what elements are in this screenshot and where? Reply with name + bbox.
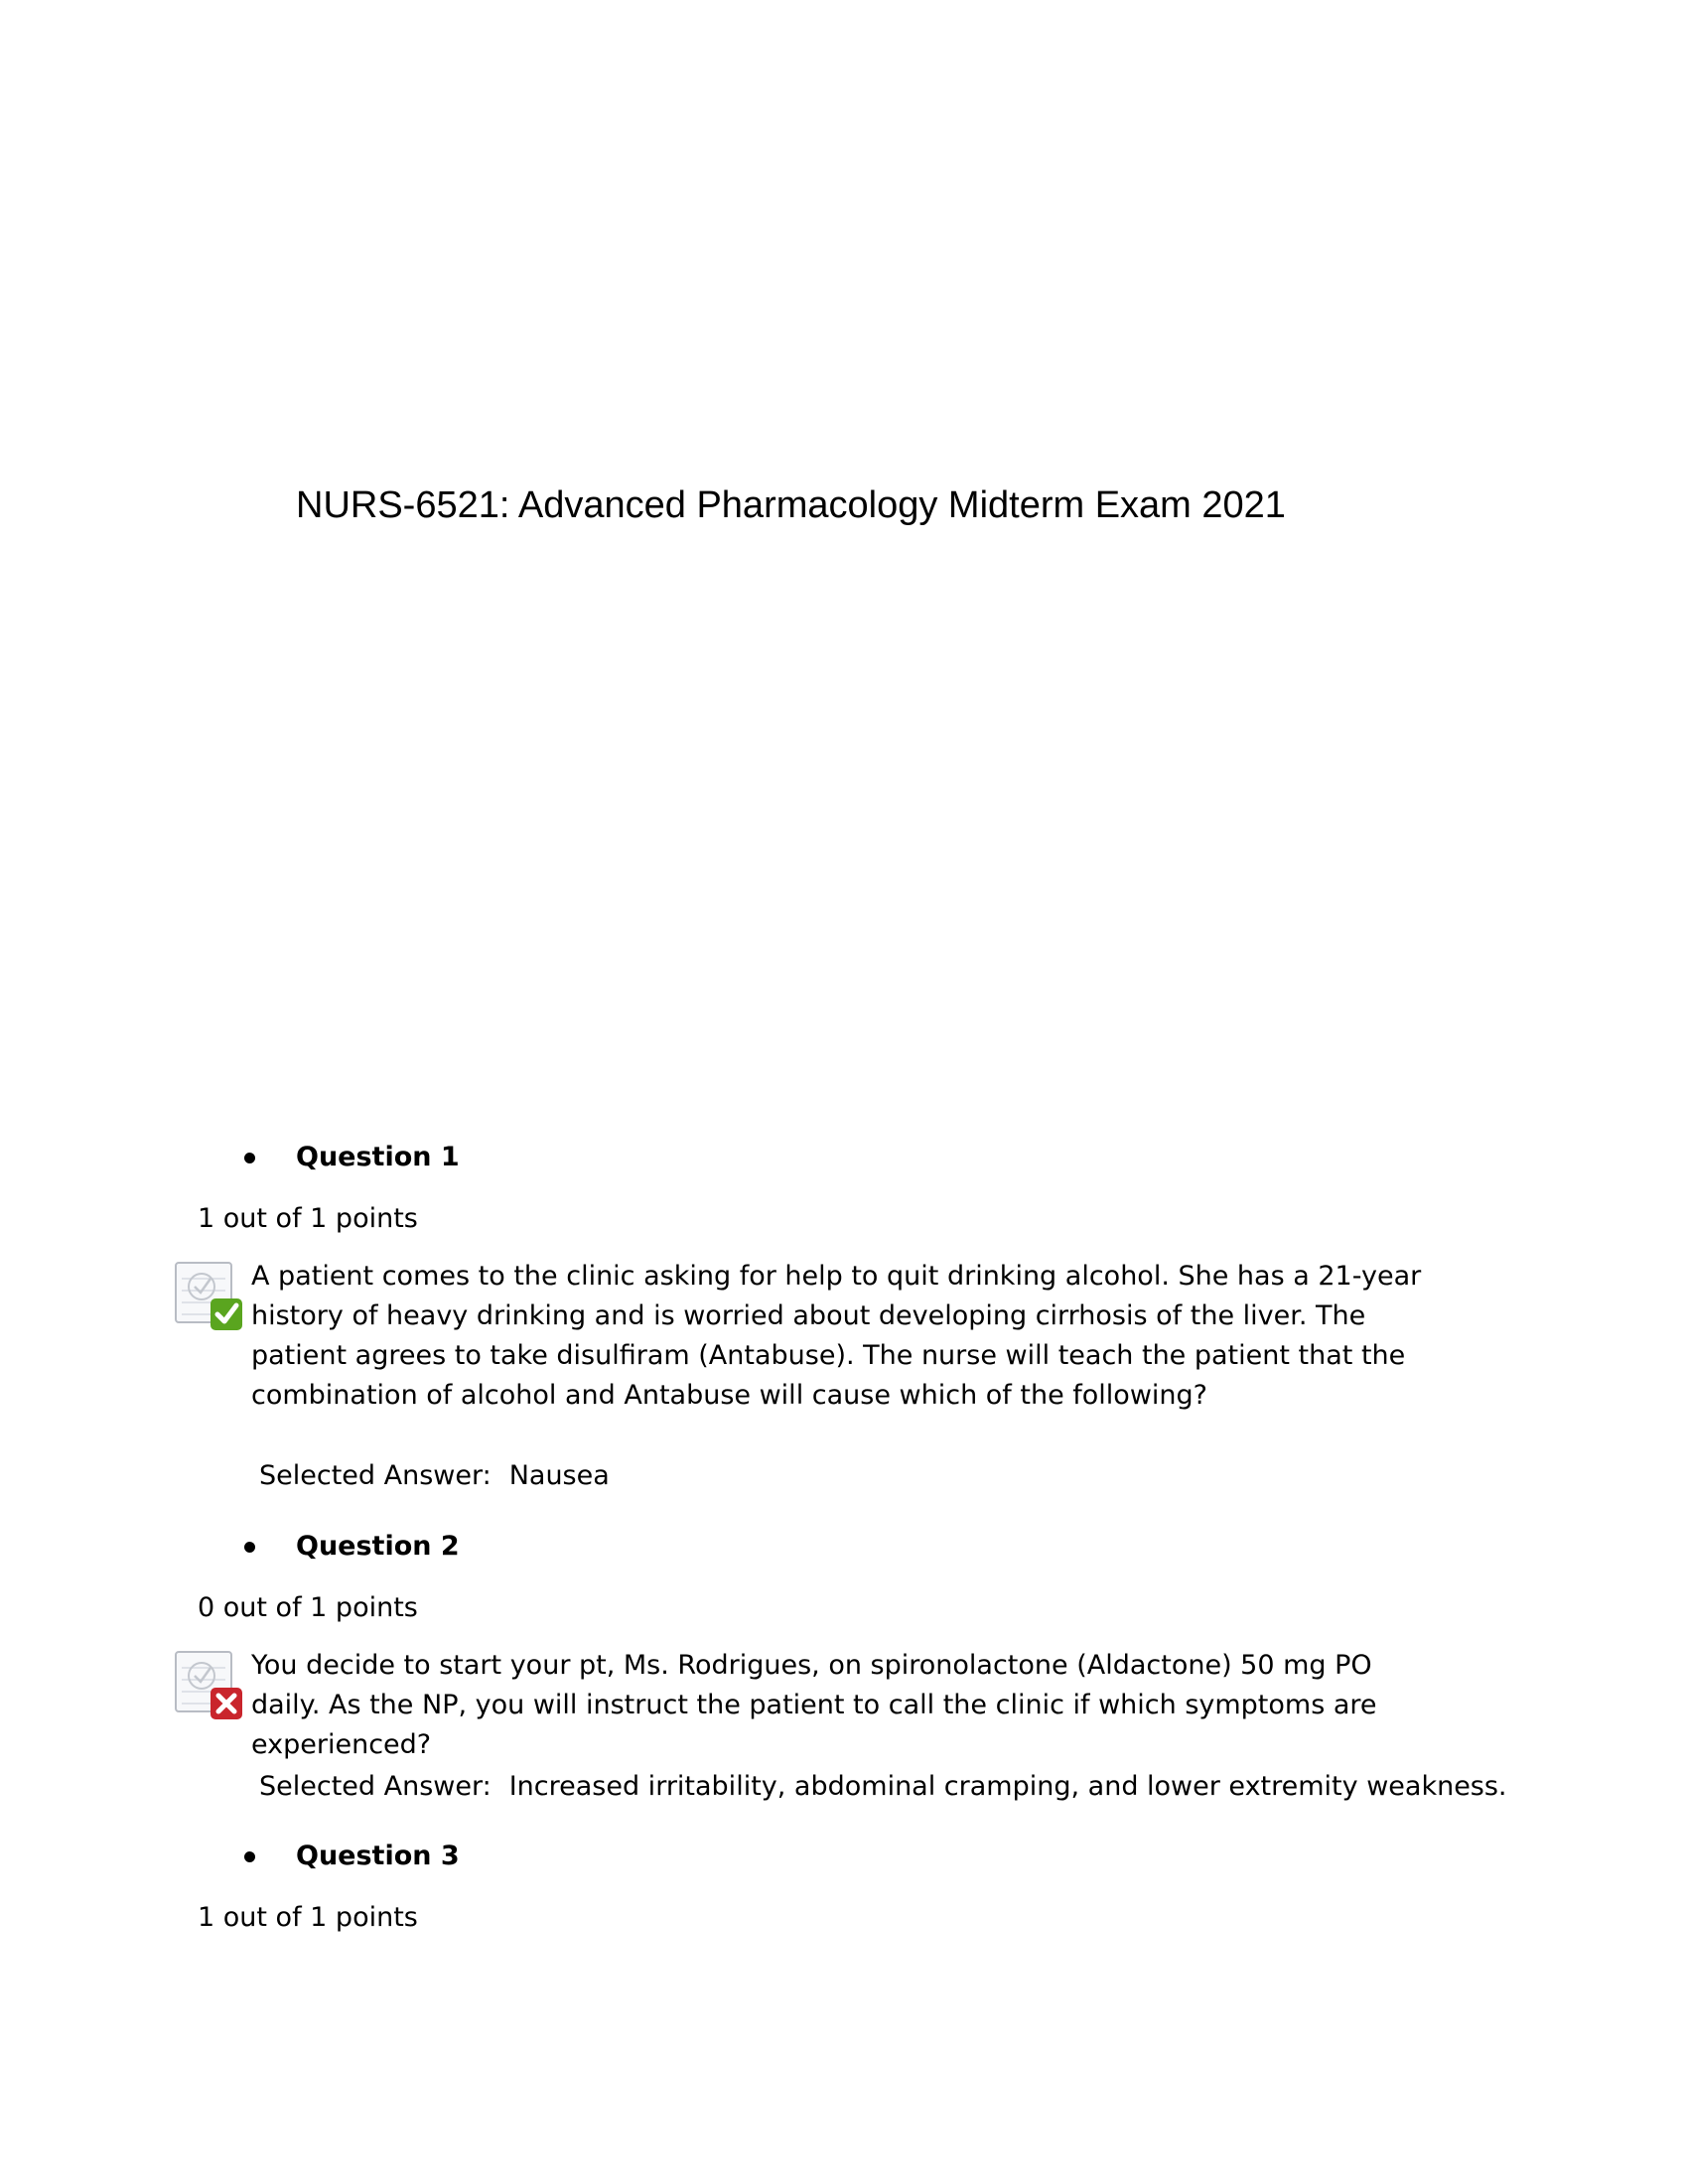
bullet-icon bbox=[244, 1153, 255, 1163]
question-2-selected-answer bbox=[259, 1767, 1507, 1807]
question-3-points: 1 out of 1 points bbox=[198, 1902, 418, 1933]
question-2-text: You decide to start your pt, Ms. Rodrigues, on spironolactone (Aldactone) 50 mg PO daily. As the NP, you will instruct the patient to call the clinic if which symptoms are experienced? bbox=[251, 1650, 1377, 1760]
question-3-label: Question 3 bbox=[296, 1841, 460, 1871]
question-2-heading bbox=[244, 1527, 460, 1567]
bullet-icon bbox=[244, 1542, 255, 1553]
selected-answer-label: Selected Answer: bbox=[259, 1460, 492, 1491]
selected-answer-value: Nausea bbox=[508, 1460, 610, 1491]
question-1-text: A patient comes to the clinic asking for help to quit drinking alcohol. She has a 21-year history of heavy drinking and is worried about developing cirrhosis of the liver. The patient agrees to take disulfiram (Antabuse). The nurse will teach the patient that the combination of alcohol and Antabuse will cause which of the following? bbox=[251, 1261, 1422, 1411]
document-title: NURS-6521: Advanced Pharmacology Midterm Exam 2021 bbox=[296, 484, 1286, 526]
bullet-icon bbox=[244, 1851, 255, 1862]
question-1-points: 1 out of 1 points bbox=[198, 1203, 418, 1234]
selected-answer-label: Selected Answer: bbox=[259, 1771, 492, 1802]
question-3-heading bbox=[244, 1837, 460, 1876]
correct-check-icon bbox=[174, 1261, 245, 1332]
question-2-points: 0 out of 1 points bbox=[198, 1592, 418, 1623]
question-1-selected-answer bbox=[259, 1456, 610, 1496]
incorrect-x-icon bbox=[174, 1650, 245, 1721]
question-2-label: Question 2 bbox=[296, 1531, 460, 1562]
selected-answer-value: Increased irritability, abdominal cramping, and lower extremity weakness. bbox=[508, 1771, 1507, 1802]
question-1-label: Question 1 bbox=[296, 1142, 460, 1172]
question-1-heading bbox=[244, 1138, 460, 1177]
